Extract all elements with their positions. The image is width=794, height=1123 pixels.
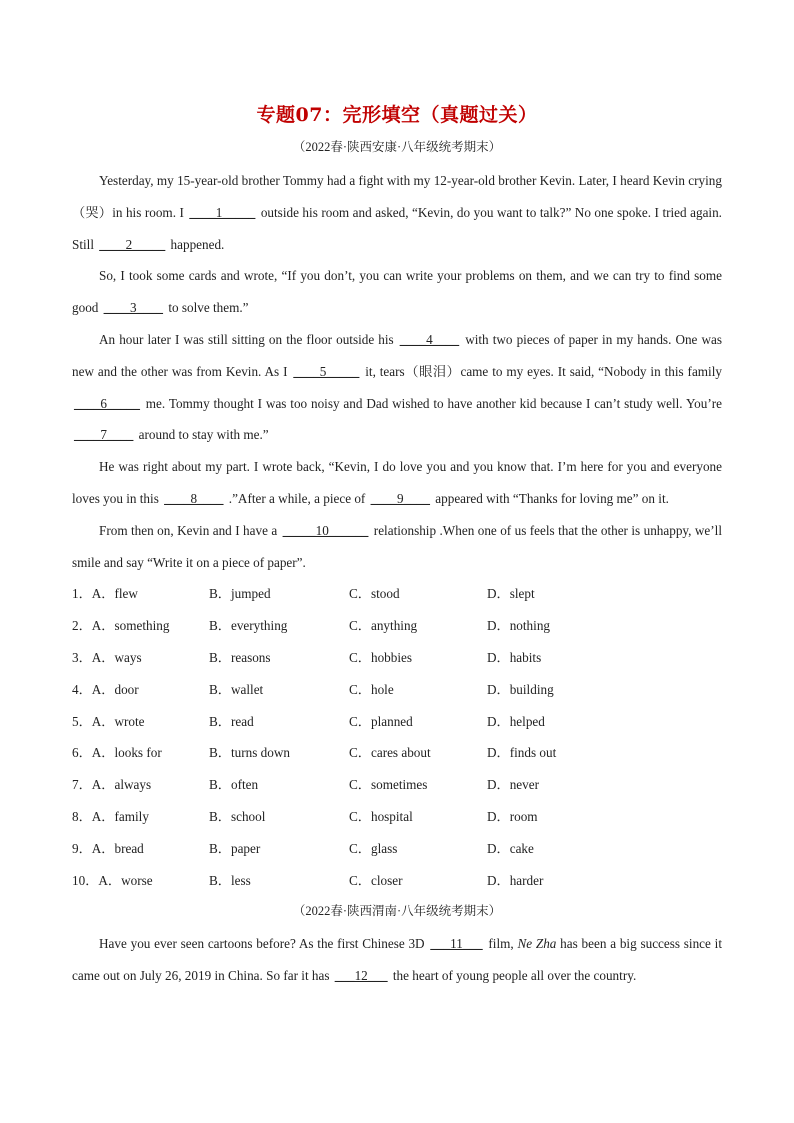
option-row <box>72 706 722 738</box>
paragraph <box>72 451 722 515</box>
option-b: B．read <box>209 713 254 729</box>
source-note: （2022春·陕西渭南·八年级统考期末） <box>292 904 502 919</box>
option-b: B．paper <box>209 840 261 856</box>
option-b: B．often <box>209 777 259 793</box>
option-row <box>72 833 722 865</box>
option-c: C．planned <box>349 713 413 729</box>
blank-7: ____7____ <box>74 427 134 443</box>
paragraph <box>72 260 722 324</box>
text-run: to solve them.” <box>165 300 249 316</box>
text-run: me. Tommy thought I was too noisy and Dad wished to have another kid because I can’t study well. You’re <box>141 395 722 411</box>
text-run: He was right about my part. I wrote back, “Kevin, I do love you and you know that. I’m here for you and everyone loves you in this <box>72 459 722 506</box>
option-c: C．anything <box>349 618 418 634</box>
option-b: B．reasons <box>209 649 271 665</box>
text-run: Yesterday, my 15-year-old brother Tommy had a fight with my 12-year-old brother Kevin. Later, I heard Kevin crying（哭）in his room. I <box>72 173 722 220</box>
blank-6: ____6_____ <box>74 395 140 411</box>
option-row <box>72 578 722 610</box>
film-title: Ne Zha <box>517 936 557 952</box>
option-d: D．habits <box>487 649 542 665</box>
text-run: has been a big success since it came out on July 26, 2019 in China. So far it has <box>72 936 722 983</box>
option-c: C．stood <box>349 586 400 602</box>
option-row <box>72 674 722 706</box>
option-a: 1．A．flew <box>72 586 138 602</box>
option-c: C．glass <box>349 840 398 856</box>
option-row <box>72 610 722 642</box>
source-note: （2022春·陕西安康·八年级统考期末） <box>292 140 502 154</box>
blank-2: ____2_____ <box>99 236 166 252</box>
option-d: D．never <box>487 777 539 793</box>
passage-1 <box>72 165 722 578</box>
blank-11: ___11___ <box>430 936 483 952</box>
blank-1: ____1_____ <box>189 204 256 220</box>
text-run: film, <box>484 936 518 952</box>
blank-5: ____5_____ <box>293 363 360 379</box>
blank-10: _____10______ <box>282 522 369 538</box>
option-a: 9．A．bread <box>72 840 144 856</box>
option-b: B．wallet <box>209 681 264 697</box>
text-run: Have you ever seen cartoons before? As the first Chinese 3D <box>99 936 429 952</box>
page-title: 专题07：完形填空（真题过关） <box>256 104 538 126</box>
option-b: B．turns down <box>209 745 290 761</box>
text-run: it, tears（眼泪）came to my eyes. It said, “Nobody in this family <box>361 363 722 379</box>
paragraph <box>72 928 722 992</box>
option-row <box>72 737 722 769</box>
option-a: 3．A．ways <box>72 649 142 665</box>
options-list <box>72 578 722 896</box>
option-d: D．nothing <box>487 618 551 634</box>
option-c: C．hole <box>349 681 394 697</box>
paragraph <box>72 324 722 451</box>
option-row <box>72 801 722 833</box>
text-run: So, I took some cards and wrote, “If you don’t, you can write your problems on them, and we can try to find some good <box>72 268 722 316</box>
text-run: around to stay with me.” <box>135 427 269 443</box>
option-a: 2．A．something <box>72 618 170 634</box>
document-page <box>72 100 722 992</box>
option-a: 7．A．always <box>72 777 152 793</box>
text-run: the heart of young people all over the country. <box>389 967 637 983</box>
text-run: appeared with “Thanks for loving me” on it. <box>431 490 669 506</box>
option-b: B．jumped <box>209 586 271 602</box>
option-b: B．less <box>209 872 251 888</box>
option-d: D．helped <box>487 713 545 729</box>
option-row <box>72 865 722 897</box>
text-run: An hour later I was still sitting on the floor outside his <box>99 331 398 347</box>
blank-3: ____3____ <box>103 300 164 316</box>
option-d: D．slept <box>487 586 535 602</box>
option-c: C．hobbies <box>349 649 413 665</box>
option-a: 5．A．wrote <box>72 713 145 729</box>
option-d: D．room <box>487 808 538 824</box>
text-run: with two pieces of paper in my hands. One was new and the other was from Kevin. As I <box>72 331 723 379</box>
option-c: C．cares about <box>349 745 431 761</box>
paragraph <box>72 165 722 260</box>
text-run: .”After a while, a piece of <box>225 490 369 506</box>
option-d: D．cake <box>487 840 534 856</box>
option-a: 4．A．door <box>72 681 139 697</box>
option-a: 6．A．looks for <box>72 745 162 761</box>
text-run: From then on, Kevin and I have a <box>99 522 281 538</box>
text-run: happened. <box>167 236 225 252</box>
option-a: 8．A．family <box>72 808 149 824</box>
option-d: D．finds out <box>487 745 557 761</box>
option-row <box>72 642 722 674</box>
blank-12: ___12___ <box>334 967 388 983</box>
option-a: 10．A．worse <box>72 872 153 888</box>
option-d: D．harder <box>487 872 544 888</box>
text-run: outside his room and asked, “Kevin, do you want to talk?” No one spoke. I tried again. Still <box>72 204 722 252</box>
option-b: B．everything <box>209 618 288 634</box>
paragraph <box>72 515 722 579</box>
option-c: C．closer <box>349 872 403 888</box>
option-c: C．hospital <box>349 808 413 824</box>
blank-4: ____4____ <box>399 331 460 347</box>
blank-9: ____9____ <box>370 490 430 506</box>
text-run: relationship .When one of us feels that the other is unhappy, we’ll smile and say “Write it on a piece of paper”. <box>72 522 722 570</box>
option-d: D．building <box>487 681 554 697</box>
option-c: C．sometimes <box>349 777 428 793</box>
option-b: B．school <box>209 808 266 824</box>
blank-8: ____8____ <box>164 490 224 506</box>
option-row <box>72 769 722 801</box>
